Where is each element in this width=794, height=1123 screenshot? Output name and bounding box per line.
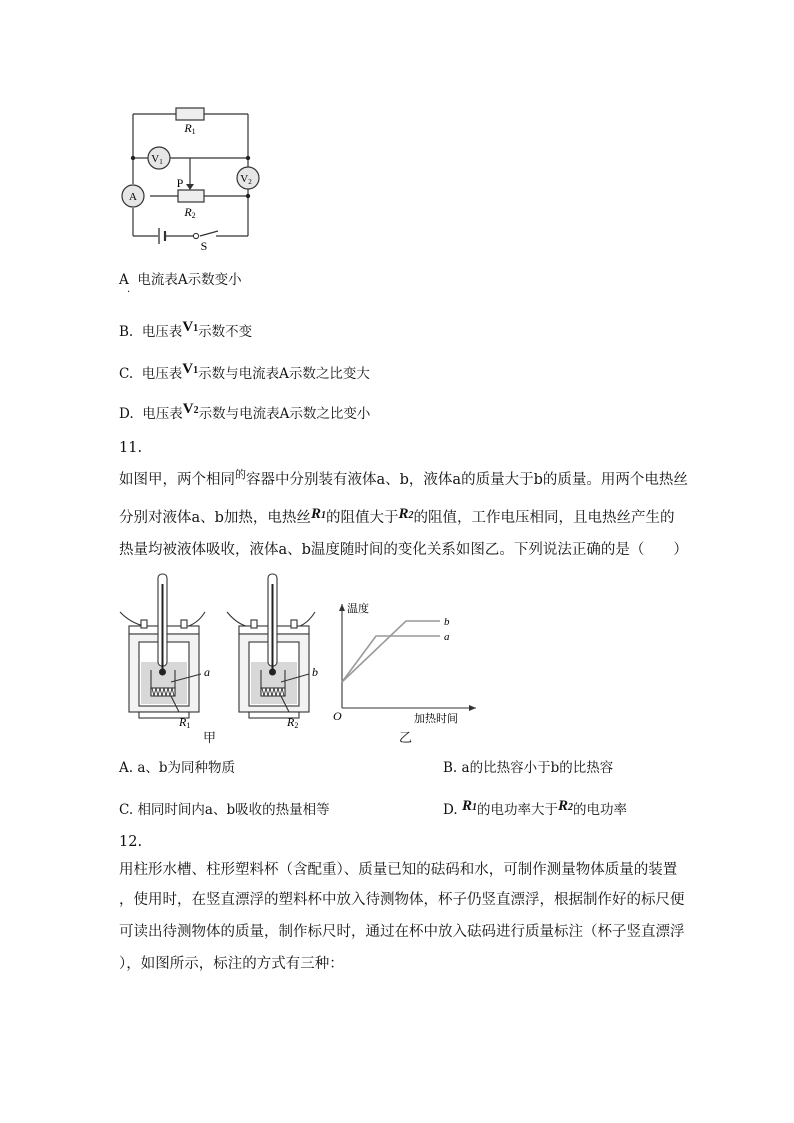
option-text: 示数不变 bbox=[198, 324, 253, 340]
resistor-r2 bbox=[178, 190, 204, 202]
v1-symbol: V1 bbox=[182, 361, 199, 377]
q12-number: 12. bbox=[119, 834, 143, 850]
line-b bbox=[342, 621, 440, 682]
x-axis-label: 加热时间 bbox=[414, 713, 458, 725]
figure-yi-caption: 乙 bbox=[399, 731, 413, 746]
option-letter: D. bbox=[119, 406, 134, 422]
switch-contact bbox=[193, 233, 198, 238]
r1-symbol: R1 bbox=[461, 798, 477, 814]
q11-option-a: A. a、b为同种物质 bbox=[119, 760, 236, 776]
stray-dot: · bbox=[127, 287, 131, 298]
q10-option-a bbox=[119, 270, 242, 290]
q12-stem-line3: 可读出待测物体的质量，制作标尺时，通过在杯中放入砝码进行质量标注（杯子竖直漂浮 bbox=[119, 924, 685, 940]
figure-jia-caption: 甲 bbox=[203, 731, 217, 746]
r2-label: R2 bbox=[184, 205, 196, 220]
r2-symbol: R2 bbox=[398, 506, 414, 522]
option-text: 电流表A示数变小 bbox=[137, 272, 242, 288]
q11-option-d: D. R1的电功率大于R2的电功率 bbox=[443, 798, 627, 818]
q11-option-c: C. 相同时间内a、b吸收的热量相等 bbox=[119, 802, 330, 818]
option-text: 电压表 bbox=[142, 406, 183, 422]
ammeter-label: A bbox=[129, 191, 137, 203]
q10-option-b bbox=[119, 319, 253, 344]
option-letter: A bbox=[119, 272, 129, 288]
q11-stem-line2: 分别对液体a、b加热，电热丝R1的阻值大于R2的阻值，工作电压相同，且电热丝产生的 bbox=[119, 506, 675, 526]
option-text: 电压表 bbox=[141, 324, 183, 340]
q10-option-d bbox=[119, 401, 371, 426]
option-letter: B. bbox=[119, 324, 134, 340]
y-axis-label: 温度 bbox=[347, 603, 369, 615]
r2-symbol: R2 bbox=[557, 798, 573, 814]
option-letter: C. bbox=[119, 366, 134, 382]
line-a-label: a bbox=[444, 631, 450, 643]
v2-label: V2 bbox=[240, 173, 252, 186]
r1-label: R1 bbox=[179, 715, 191, 730]
q12-stem-line4: ），如图所示，标注的方式有三种： bbox=[119, 956, 344, 972]
line-b-label: b bbox=[444, 616, 450, 628]
v1-symbol: V1 bbox=[182, 319, 199, 335]
q12-stem-line1: 用柱形水槽、柱形塑料杯（含配重）、质量已知的砝码和水，可制作测量物体质量的装置 bbox=[119, 862, 678, 878]
r1-symbol: R1 bbox=[310, 506, 326, 522]
liquid-b-label: b bbox=[312, 665, 318, 679]
q11-number: 11. bbox=[119, 440, 143, 456]
q11-option-b: B. a的比热容小于b的比热容 bbox=[443, 760, 614, 776]
q10-option-c bbox=[119, 361, 370, 386]
line-a bbox=[342, 636, 440, 682]
circuit-diagram bbox=[110, 100, 270, 250]
v1-label: V1 bbox=[151, 153, 163, 166]
option-text: 示数与电流表A示数之比变小 bbox=[198, 406, 371, 422]
origin-label: O bbox=[333, 709, 342, 723]
option-text: 示数与电流表A示数之比变大 bbox=[198, 366, 370, 382]
q12-stem-line2: ，使用时，在竖直漂浮的塑料杯中放入待测物体，杯子仍竖直漂浮，根据制作好的标尺便 bbox=[119, 892, 685, 908]
q11-stem-line3: 热量均被液体吸收，液体a、b温度随时间的变化关系如图乙。下列说法正确的是（ ） bbox=[119, 542, 688, 558]
liquid-a-label: a bbox=[204, 665, 210, 679]
slider-p-label: P bbox=[176, 176, 184, 190]
q11-stem-line1: 如图甲，两个相同$^的$容器中分别装有液体a、b，液体a的质量大于b的质量。用两个电热丝 bbox=[119, 468, 688, 488]
r2-label: R2 bbox=[287, 715, 299, 730]
figure-jia-containers bbox=[115, 570, 335, 745]
figure-yi-graph bbox=[330, 596, 480, 726]
r1-label: R1 bbox=[184, 121, 196, 136]
switch-label: S bbox=[200, 239, 208, 250]
option-text: 电压表 bbox=[141, 366, 183, 382]
v2-symbol: V2 bbox=[182, 401, 199, 417]
resistor-r1 bbox=[176, 108, 204, 120]
